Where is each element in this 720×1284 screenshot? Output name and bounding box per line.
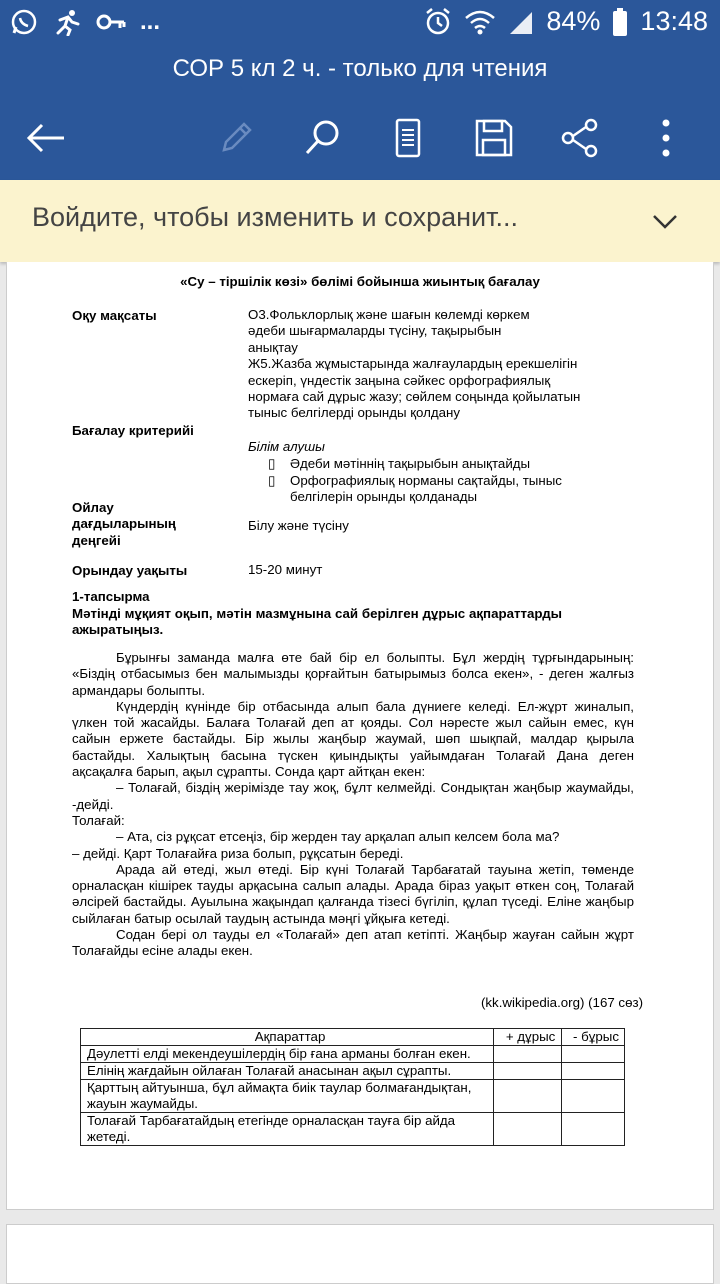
table-row — [81, 1063, 625, 1080]
task-instruction: Мәтінді мұқият оқып, мәтін мазмұнына сай берілген дұрыс ақпараттарды ажыратыңыз. — [72, 606, 562, 638]
task-number: 1-тапсырма — [72, 589, 150, 604]
next-page — [6, 1224, 714, 1284]
answer-table — [80, 1028, 625, 1146]
story-text — [72, 650, 634, 960]
statement-cell: Толағай Тарбағатайдың етегінде орналасқан тауға бір айда жетеді. — [81, 1113, 494, 1146]
skill-label: Ойлау дағдыларының деңгейі — [72, 500, 176, 548]
true-cell — [494, 1046, 562, 1063]
search-button[interactable] — [294, 110, 350, 166]
back-button[interactable] — [18, 110, 74, 166]
table-header-row — [81, 1029, 625, 1046]
column-header: Ақпараттар — [81, 1029, 494, 1046]
wifi-icon — [464, 8, 496, 36]
false-cell — [562, 1080, 625, 1113]
battery-percent: 84% — [546, 6, 601, 36]
time-label: Орындау уақыты — [72, 563, 188, 578]
doc-heading: «Су – тіршілік көзі» бөлімі бойынша жиынтық бағалау — [180, 274, 540, 289]
battery-icon — [612, 7, 628, 37]
criteria-item: ▯ Орфографиялық норманы сақтайды, тыныс белгілерін орынды қолданады — [268, 473, 562, 505]
chevron-down-icon[interactable] — [650, 206, 680, 236]
paragraph: Күндердің күнінде бір отбасында алып бала дүниеге келеді. Ел-жұрт жиналып, үлкен той жасайды. Балаға Толағай деп ат қояды. Сол нәресте жыл сайын емес, күн сайын ержете бастайды. Бір жылы жаңбыр жаумай, шөп шықпай, малдар қырыла бастайды. Халықтың басына түскен қиындықты уайымдаған Толағай Дана деген ақсақалға барып, ақыл сұрапты. Сонда қарт айтқан екен: — [72, 698, 634, 780]
false-cell — [562, 1113, 625, 1146]
sign-in-banner[interactable] — [0, 180, 720, 262]
source-citation: (kk.wikipedia.org) (167 сөз) — [480, 995, 643, 1010]
reader-view-button[interactable] — [380, 110, 436, 166]
signal-icon — [508, 8, 534, 36]
more-notifications: ... — [140, 8, 161, 35]
paragraph: – Толағай, біздің жерімізде тау жоқ, бұлт келмейді. Сондықтан жаңбыр жаумайды, -дейді. — [72, 780, 634, 812]
paragraph: Толағай: — [72, 812, 125, 828]
clock: 13:48 — [640, 6, 708, 36]
search-icon — [302, 118, 342, 158]
share-button[interactable] — [552, 110, 608, 166]
checkbox-icon: ▯ — [268, 473, 276, 488]
goals-label: Оқу мақсаты — [72, 308, 157, 323]
key-icon — [96, 8, 126, 36]
banner-text: Войдите, чтобы изменить и сохранит... — [32, 202, 519, 232]
save-button[interactable] — [466, 110, 522, 166]
more-options-button[interactable] — [638, 110, 694, 166]
true-cell — [494, 1080, 562, 1113]
more-icon — [661, 118, 671, 158]
criteria-label: Бағалау критерийі — [72, 423, 194, 438]
checkbox-icon: ▯ — [268, 456, 276, 471]
column-header: - бұрыс — [562, 1029, 625, 1046]
toolbar — [0, 96, 720, 180]
share-icon — [560, 118, 600, 158]
table-row — [81, 1113, 625, 1146]
table-row — [81, 1080, 625, 1113]
document-title: СОР 5 кл 2 ч. - только для чтения — [0, 48, 720, 96]
goals-text: О3.Фольклорлық және шағын көлемді көркем әдеби шығармаларды түсіну, тақырыбын анықтау Ж5.Жазба жұмыстарында жалғаулардың ерекшелігін ескеріп, үндестік заңына сәйкес орфографиялық нормаға сай дұрыс жазу; сөйлем соңында қойылатын тыныс белгілерді орынды қолдану — [248, 307, 581, 421]
paragraph: Арада ай өтеді, жыл өтеді. Бір күні Толағай Тарбағатай тауына жетіп, төменде орналасқан кішірек тауды арқасына салып алады. Арада біраз уақыт өткен соң, Толағай әлсірей бастайды. Ауылына жақындап қалғанда тізесі бүгіліп, құлап түседі. Еліне жаңбыр сыйлаған батыр осылай таудың астында мәңгі ұйқыға кетеді. — [72, 861, 634, 926]
statement-cell: Елінің жағдайын ойлаған Толағай анасынан ақыл сұрапты. — [81, 1063, 494, 1080]
pencil-icon — [216, 118, 256, 158]
learner-label: Білім алушы — [248, 439, 325, 454]
status-bar — [0, 0, 720, 48]
column-header: + дұрыс — [494, 1029, 562, 1046]
time-value: 15-20 минут — [248, 562, 323, 577]
true-cell — [494, 1063, 562, 1080]
whatsapp-icon — [10, 8, 38, 36]
statement-cell: Қарттың айтуынша, бұл аймақта биік таулар болмағандықтан, жауын жаумайды. — [81, 1080, 494, 1113]
paragraph: – дейді. Қарт Толағайға риза болып, рұқсатын береді. — [72, 845, 404, 861]
true-cell — [494, 1113, 562, 1146]
edit-button[interactable] — [208, 110, 264, 166]
criteria-item: ▯ Әдеби мәтіннің тақырыбын анықтайды — [268, 456, 531, 471]
back-icon — [26, 123, 66, 153]
false-cell — [562, 1046, 625, 1063]
paragraph: Содан бері ол тауды ел «Толағай» деп атап кетіпті. Жаңбыр жауған сайын жұрт Толағайды есіне алады екен. — [72, 927, 634, 959]
paragraph: Бұрынғы заманда малға өте бай бір ел болыпты. Бұл жердің тұрғындарының: «Біздің отбасымыз бен малымызды қорғайтын батырымыз болса екен», - деген жалғыз армандары болыпты. — [72, 650, 634, 698]
runner-icon — [52, 8, 82, 36]
skill-value: Білу және түсіну — [248, 518, 349, 533]
save-icon — [474, 118, 514, 158]
reader-view-icon — [393, 118, 423, 158]
statement-cell: Дәулетті елді мекендеушілердің бір ғана арманы болған екен. — [81, 1046, 494, 1063]
false-cell — [562, 1063, 625, 1080]
paragraph: – Ата, сіз рұқсат етсеңіз, бір жерден тау арқалап алып келсем бола ма? — [116, 829, 560, 845]
table-row — [81, 1046, 625, 1063]
alarm-icon — [424, 7, 452, 37]
